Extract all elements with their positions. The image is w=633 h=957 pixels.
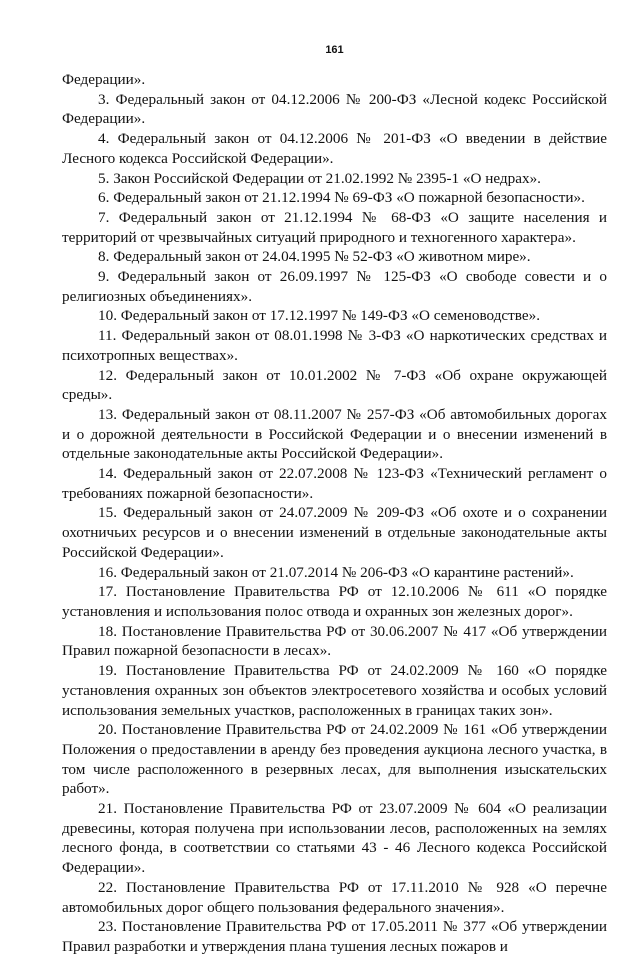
list-item-17: 17. Постановление Правительства РФ от 12.10.2006 № 611 «О порядке установления и использования полос отвода и охранных зон железных дорог».: [62, 583, 607, 620]
list-item-19: 19. Постановление Правительства РФ от 24.02.2009 № 160 «О порядке установления охранных зон объектов электросетевого хозяйства и особых условий использования земельных участков, расположенных в границах таких зон».: [62, 662, 607, 719]
list-item-8: 8. Федеральный закон от 24.04.1995 № 52-ФЗ «О животном мире».: [98, 248, 531, 266]
list-item-11: 11. Федеральный закон от 08.01.1998 № 3-ФЗ «О наркотических средствах и психотропных веществах».: [62, 327, 607, 364]
list-item-22: 22. Постановление Правительства РФ от 17.11.2010 № 928 «О перечне автомобильных дорог общего пользования федерального значения».: [62, 878, 607, 916]
list-item-3: 3. Федеральный закон от 04.12.2006 № 200-ФЗ «Лесной кодекс Российской Федерации».: [62, 90, 607, 128]
list-item-18: 18. Постановление Правительства РФ от 30.06.2007 № 417 «Об утверждении Правил пожарной безопасности в лесах».: [62, 622, 607, 660]
page-number: 161: [325, 44, 344, 56]
list-item-5: 5. Закон Российской Федерации от 21.02.1992 № 2395-1 «О недрах».: [98, 169, 541, 187]
list-item-9: 9. Федеральный закон от 26.09.1997 № 125-ФЗ «О свободе совести и о религиозных объединениях».: [62, 268, 607, 305]
list-item-4: 4. Федеральный закон от 04.12.2006 № 201-ФЗ «О введении в действие Лесного кодекса Российской Федерации».: [62, 130, 607, 167]
paragraph-continued: Федерации».: [62, 71, 146, 88]
list-item-10: 10. Федеральный закон от 17.12.1997 № 149-ФЗ «О семеноводстве».: [98, 307, 541, 325]
list-item-12: 12. Федеральный закон от 10.01.2002 № 7-ФЗ «Об охране окружающей среды».: [62, 366, 607, 404]
list-item-6: 6. Федеральный закон от 21.12.1994 № 69-ФЗ «О пожарной безопасности».: [98, 189, 585, 207]
list-item-13: 13. Федеральный закон от 08.11.2007 № 257-ФЗ «Об автомобильных дорогах и о дорожной деятельности в Российской Федерации и о внесении изменений в отдельные законодательные акты Российской Федерации».: [62, 405, 607, 463]
list-item-23: 23. Постановление Правительства РФ от 17.05.2011 № 377 «Об утверждении Правил разработки и утверждения плана тушения лесных пожаров и: [62, 918, 607, 955]
document-body: [62, 70, 607, 957]
list-item-7: 7. Федеральный закон от 21.12.1994 № 68-ФЗ «О защите населения и территорий от чрезвычайных ситуаций природного и техногенного характера».: [62, 208, 607, 246]
list-item-21: 21. Постановление Правительства РФ от 23.07.2009 № 604 «О реализации древесины, которая получена при использовании лесов, расположенных на землях лесного фонда, в соответствии со статьями 43 - 46 Лесного кодекса Российской Федерации».: [62, 800, 607, 877]
list-item-16: 16. Федеральный закон от 21.07.2014 № 206-ФЗ «О карантине растений».: [98, 563, 574, 581]
list-item-15: 15. Федеральный закон от 24.07.2009 № 209-ФЗ «Об охоте и о сохранении охотничьих ресурсов и о внесении изменений в отдельные законодательные акты Российской Федерации».: [62, 504, 607, 561]
list-item-20: 20. Постановление Правительства РФ от 24.02.2009 № 161 «Об утверждении Положения о предоставлении в аренду без проведения аукциона лесного участка, в том числе расположенного в резервных лесах, для выполнения изыскательских работ».: [62, 721, 607, 798]
list-item-14: 14. Федеральный закон от 22.07.2008 № 123-ФЗ «Технический регламент о требованиях пожарной безопасности».: [62, 465, 607, 502]
